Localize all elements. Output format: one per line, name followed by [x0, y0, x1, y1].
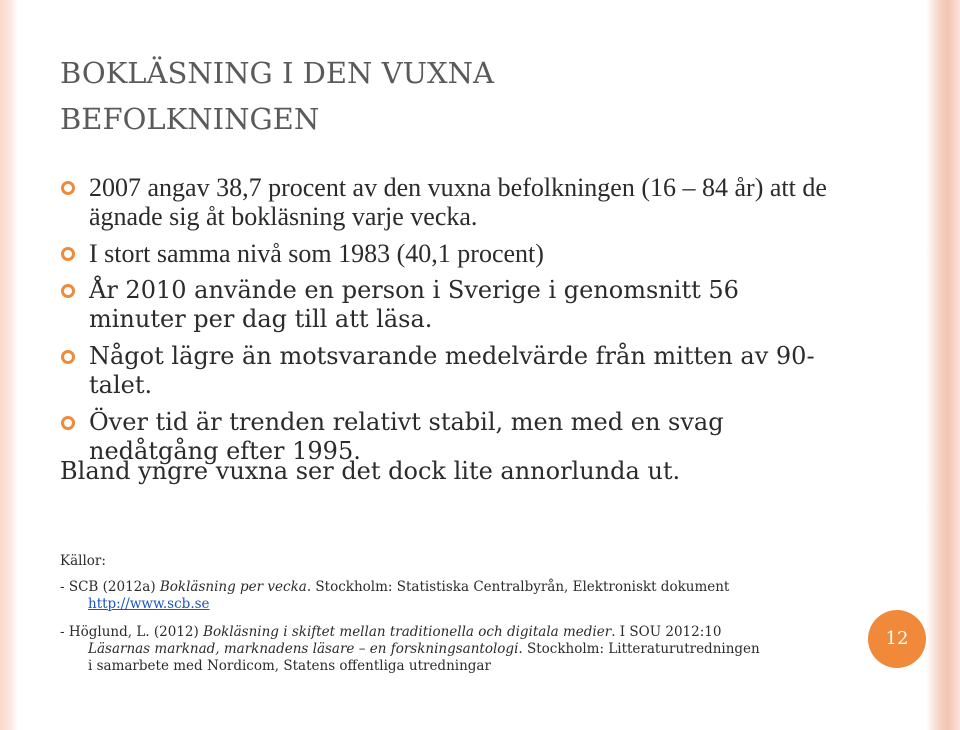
bullet-item — [60, 342, 840, 400]
bullet-text: Något lägre än motsvarande medelvärde från mitten av 90-talet. — [89, 342, 815, 399]
left-decor-bar — [0, 0, 18, 730]
circle-ring-icon — [60, 180, 76, 196]
ref2-line-3: i samarbete med Nordicom, Statens offentliga utredningar — [88, 658, 491, 674]
sources-block — [60, 553, 850, 686]
bullet-item — [60, 173, 840, 231]
title-line-2: BEFOLKNINGEN — [60, 102, 320, 136]
bullet-text: 2007 angav 38,7 procent av den vuxna befolkningen (16 – 84 år) att de ägnade sig åt bokläsning varje vecka. — [89, 173, 827, 231]
page-number-badge: 12 — [868, 610, 926, 668]
title-line-1: BOKLÄSNING I DEN VUXNA — [60, 56, 494, 90]
circle-ring-icon — [60, 246, 76, 262]
ref2-prefix: - Höglund, L. (2012) — [60, 624, 204, 640]
scb-link[interactable]: http://www.scb.se — [88, 596, 210, 612]
circle-ring-icon — [60, 415, 76, 431]
bullet-text: I stort samma nivå som 1983 (40,1 procent) — [89, 239, 544, 268]
bullet-list — [60, 173, 840, 474]
reference-2 — [60, 624, 850, 675]
ref2-rest: . I SOU 2012:10 — [611, 624, 722, 640]
plain-text-line: Bland yngre vuxna ser det dock lite annorlunda ut. — [60, 457, 681, 485]
ref1-rest: . Stockholm: Statistiska Centralbyrån, Elektroniskt dokument — [306, 579, 730, 595]
bullet-text: Över tid är trenden relativt stabil, men med en svag nedåtgång efter 1995. — [89, 408, 724, 465]
circle-ring-icon — [60, 349, 76, 365]
ref1-prefix: - SCB (2012a) — [60, 579, 160, 595]
circle-ring-icon — [60, 283, 76, 299]
slide-title — [60, 50, 820, 142]
ref2-title: Bokläsning i skiftet mellan traditionella och digitala medier — [203, 624, 612, 640]
ref1-title: Bokläsning per vecka — [159, 579, 307, 595]
bullet-item — [60, 239, 840, 268]
ref2-title-2: Läsarnas marknad, marknadens läsare – en forskningsantologi — [88, 641, 519, 657]
bullet-text: År 2010 använde en person i Sverige i genomsnitt 56 minuter per dag till att läsa. — [89, 276, 739, 333]
reference-1 — [60, 579, 850, 613]
bullet-item — [60, 276, 840, 334]
right-decor-bar — [926, 0, 960, 730]
sources-heading: Källor: — [60, 553, 106, 569]
ref2-rest-2: . Stockholm: Litteraturutredningen — [518, 641, 760, 657]
